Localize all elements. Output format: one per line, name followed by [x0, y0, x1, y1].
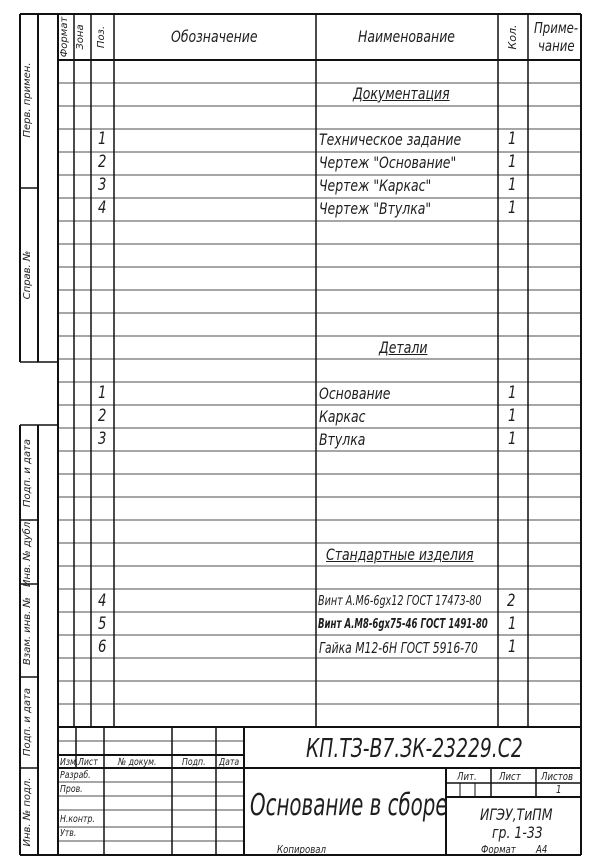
row-pos: 4	[98, 198, 107, 218]
tb-izm: Изм.	[60, 757, 79, 768]
tb-doc-no: № докум.	[118, 757, 157, 768]
tb-date: Дата	[219, 757, 240, 768]
tb-listov-value: 1	[556, 783, 562, 796]
header-designation: Обозначение	[171, 27, 258, 46]
row-qty: 1	[508, 637, 517, 657]
row-name: Основание	[319, 384, 391, 403]
row-qty: 1	[508, 406, 517, 426]
row-qty: 1	[508, 175, 517, 195]
row-pos: 1	[98, 129, 107, 149]
footer-copied: Копировал	[277, 843, 327, 856]
header-note-2: чание	[538, 37, 575, 55]
tb-list-label: Лист	[499, 770, 521, 783]
row-name: Чертеж "Основание"	[319, 153, 457, 172]
section-standard: Стандартные изделия	[326, 545, 474, 564]
row-name: Гайка М12-6Н ГОСТ 5916-70	[319, 639, 478, 657]
row-pos: 3	[98, 429, 107, 449]
section-documentation: Документация	[353, 84, 450, 103]
footer-format-value: А4	[536, 843, 548, 856]
header-zone: Зона	[75, 24, 86, 50]
row-pos: 2	[98, 152, 107, 172]
row-qty: 2	[507, 591, 516, 611]
margin-podp-data-2: Подп. и дата	[22, 687, 33, 757]
margin-sprav-no: Справ. №	[22, 250, 33, 300]
tb-podp: Подп.	[182, 757, 206, 768]
row-pos: 2	[98, 406, 107, 426]
row-name: Чертеж "Втулка"	[319, 199, 432, 218]
tb-prov: Пров.	[60, 784, 83, 795]
margin-podp-data-1: Подп. и дата	[22, 438, 33, 508]
tb-nkontr: Н.контр.	[60, 814, 95, 825]
row-qty: 1	[508, 429, 517, 449]
row-name: Чертеж "Каркас"	[319, 176, 432, 195]
margin-inv-podl: Инв. № подл.	[22, 777, 33, 847]
margin-perv-primen: Перв. примен.	[22, 62, 33, 138]
margin-inv-dubl: Инв. № дубл.	[22, 518, 33, 587]
footer-format-label: Формат	[481, 843, 516, 856]
tb-listov-label: Листов	[541, 770, 574, 783]
row-pos: 1	[98, 383, 107, 403]
row-pos: 3	[98, 175, 107, 195]
doc-code: КП.ТЗ-В7.ЗК-23229.С2	[306, 734, 523, 764]
row-name: Втулка	[319, 430, 366, 449]
tb-razrab: Разраб.	[60, 770, 91, 781]
header-pos: Поз.	[96, 25, 107, 49]
header-qty: Кол.	[506, 24, 519, 50]
tb-org-1: ИГЭУ,ТиПМ	[480, 805, 553, 824]
tb-org-2: гр. 1-33	[492, 823, 543, 842]
row-name: Винт А.М6-6gх12 ГОСТ 17473-80	[318, 594, 482, 609]
row-pos: 6	[98, 637, 107, 657]
row-qty: 1	[508, 614, 517, 634]
row-name: Каркас	[319, 407, 366, 426]
tb-list: Лист	[78, 757, 98, 768]
header-note-1: Приме-	[534, 19, 579, 37]
header-format: Формат	[59, 16, 70, 58]
margin-vzam-inv: Взам. инв. №	[22, 597, 33, 665]
tb-utv: Утв.	[60, 828, 77, 839]
section-details: Детали	[379, 338, 428, 357]
row-name: Винт А.М8-6gх75-46 ГОСТ 1491-80	[318, 617, 488, 632]
header-name: Наименование	[358, 27, 455, 46]
tb-lit: Лит.	[457, 770, 477, 783]
row-qty: 1	[508, 129, 517, 149]
row-qty: 1	[508, 383, 517, 403]
row-name: Техническое задание	[319, 130, 462, 149]
row-qty: 1	[508, 198, 517, 218]
row-pos: 5	[98, 614, 107, 634]
row-qty: 1	[508, 152, 517, 172]
row-pos: 4	[98, 591, 107, 611]
doc-title: Основание в сборе	[250, 788, 448, 823]
